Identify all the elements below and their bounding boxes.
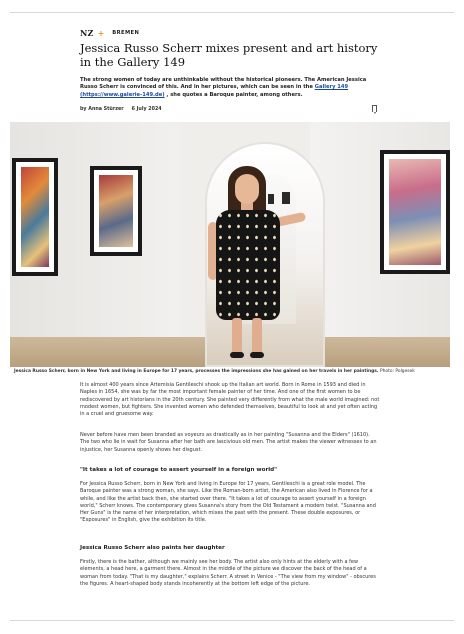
subheading-2: Jessica Russo Scherr also paints her daughter — [80, 545, 225, 551]
author-name[interactable]: by Anna Stürzer — [80, 107, 124, 112]
paragraph-2: Never before have men been branded as voyeurs as drastically as in her painting "Susanna and the Elders" (1610). The two who lie in wait for Susanna after her bath are lascivious old men. The artist makes the viewer witnesses to an injustice, her Susanna openly shows her disgust. — [80, 432, 377, 453]
caption-text: Jessica Russo Scherr, born in New York and living in Europe for 17 years, processes the impressions she has gained on her travels in her paintings. — [14, 369, 379, 374]
subheading-1: "It takes a lot of courage to assert yourself in a foreign world" — [80, 467, 278, 473]
paragraph-3: For Jessica Russo Scherr, born in New York and living in Europe for 17 years, Gentileschi is a great role model. The Baroque painter was a strong woman, she says. Like the Roman-born artist, the American also lived in Florence for a while, and like the artist back then, she started over there. "It takes a lot of courage to assert yourself in a foreign world," Scherr knows. The contemporary gives Susanna's story from the Old Testament a modern twist. "Susanna and Her Guns" is the name of her interpretation, which mixes the past with the present. These double exposures, or "Exposures" in English, give the exhibition its title. — [80, 481, 376, 524]
photo-painting-middle — [90, 166, 142, 256]
logo-plus-mark: + — [97, 28, 105, 38]
bookmark-icon[interactable] — [372, 105, 377, 112]
lead-text-before: The strong women of today are unthinkable without the historical pioneers. The American Jessica Russo Scherr is convinced of this. And in her pictures, which can be seen in the — [80, 77, 367, 91]
paragraph-1: It is almost 400 years since Artemisia Gentileschi shook up the Italian art world. Born in Rome in 1593 and died in Naples in 1654, she was by far the most important female painter of her time. And one of the first women to be rediscovered by art historians in the 20th century. She painted very differently from what the male world imagined: not modest women, but fighters. She invented women who defended themselves, beautiful to look at and yet often acting in a cruel and gruesome way. — [80, 382, 380, 418]
section-label[interactable]: BREMEN — [112, 30, 140, 36]
photo-painting-right — [380, 150, 450, 274]
top-divider — [10, 12, 454, 13]
publish-date: 6 July 2024 — [131, 107, 162, 112]
byline — [80, 107, 162, 112]
photo-credit: Photo: Polgesek — [378, 369, 415, 374]
article-title: Jessica Russo Scherr mixes present and art history in the Gallery 149 — [80, 41, 378, 69]
lead-text-after: , she quotes a Baroque painter, among others. — [164, 91, 303, 98]
photo-painting-left — [12, 158, 58, 276]
site-logo[interactable]: NZ — [80, 28, 94, 38]
bottom-divider — [10, 620, 454, 621]
photo-artist-figure — [202, 166, 302, 366]
site-header — [80, 28, 139, 38]
photo-caption — [14, 369, 454, 375]
article-photo — [10, 122, 450, 367]
paragraph-4: Firstly, there is the bather, although we mainly see her body. The artist also only hints at the elderly with a few elements, a head here, a garment there. Almost in the middle of the picture we discover the back of the head of a woman from today. "That is my daughter," explains Scherr. A street in Venice - "The view from my window" - obscures the figures. A heart-shaped body stands incoherently at the bottom left edge of the picture. — [80, 559, 376, 587]
gallery-link[interactable]: Gallery 149 (https://www.galerie-149.de) — [80, 84, 349, 98]
article-lead — [80, 77, 382, 99]
